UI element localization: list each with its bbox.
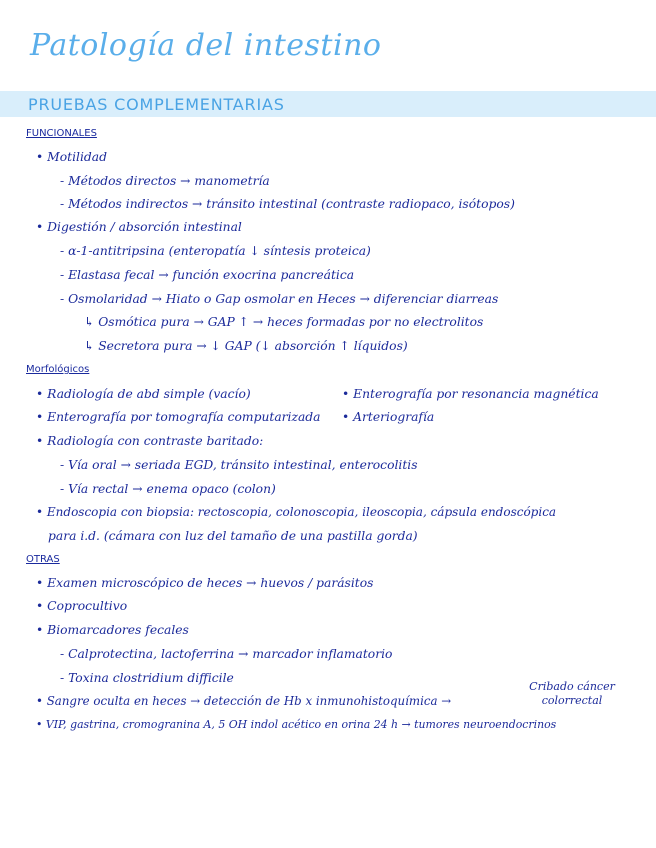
- line-osmotica: ↳ Osmótica pura → GAP ↑ → heces formadas por no electrolitos: [84, 315, 484, 329]
- heading-morfologicos: Morfológicos: [26, 364, 90, 375]
- line-calprotectina: - Calprotectina, lactoferrina → marcador inflamatorio: [60, 647, 393, 661]
- line-elastasa: - Elastasa fecal → función exocrina pancreática: [60, 268, 355, 282]
- line-toxina: - Toxina clostridium difficile: [60, 671, 234, 685]
- line-sangre: • Sangre oculta en heces → detección de Hb x inmunohistoquímica →: [36, 694, 452, 708]
- line-endoscopia: • Endoscopia con biopsia: rectoscopia, colonoscopia, ileoscopia, cápsula endoscópica: [36, 505, 557, 519]
- line-secretora: ↳ Secretora pura → ↓ GAP (↓ absorción ↑ líquidos): [84, 339, 408, 353]
- heading-funcionales: FUNCIONALES: [26, 128, 97, 139]
- note-cribado: [522, 680, 622, 708]
- line-examen: • Examen microscópico de heces → huevos / parásitos: [36, 576, 374, 590]
- line-enterografia-tc: • Enterografía por tomografía computarizada: [36, 410, 321, 424]
- line-osmolaridad: - Osmolaridad → Hiato o Gap osmolar en Heces → diferenciar diarreas: [60, 292, 499, 306]
- line-radiologia-contraste: • Radiología con contraste baritado:: [36, 434, 264, 448]
- line-radiologia-simple: • Radiología de abd simple (vacío): [36, 387, 251, 401]
- line-motilidad: • Motilidad: [36, 150, 107, 164]
- line-vip: • VIP, gastrina, cromogranina A, 5 OH indol acético en orina 24 h → tumores neuroendocrinos: [36, 718, 557, 731]
- page-title: Patología del intestino: [30, 28, 382, 63]
- line-metodos-indirectos: - Métodos indirectos → tránsito intestinal (contraste radiopaco, isótopos): [60, 197, 515, 211]
- note-cribado-line2: colorrectal: [541, 694, 603, 707]
- section-band-title: PRUEBAS COMPLEMENTARIAS: [28, 95, 285, 114]
- line-alfa1: - α-1-antitripsina (enteropatía ↓ síntesis proteica): [60, 244, 371, 258]
- line-digestion: • Digestión / absorción intestinal: [36, 220, 242, 234]
- line-via-rectal: - Vía rectal → enema opaco (colon): [60, 482, 276, 496]
- line-metodos-directos: - Métodos directos → manometría: [60, 174, 270, 188]
- heading-otras: OTRAS: [26, 554, 60, 565]
- note-cribado-line1: Cribado cáncer: [529, 680, 615, 693]
- line-endoscopia-cont: para i.d. (cámara con luz del tamaño de una pastilla gorda): [48, 529, 418, 543]
- line-enterografia-rm: • Enterografía por resonancia magnética: [342, 387, 599, 401]
- line-coprocultivo: • Coprocultivo: [36, 599, 128, 613]
- line-via-oral: - Vía oral → seriada EGD, tránsito intestinal, enterocolitis: [60, 458, 418, 472]
- line-arteriografia: • Arteriografía: [342, 410, 435, 424]
- line-biomarcadores: • Biomarcadores fecales: [36, 623, 189, 637]
